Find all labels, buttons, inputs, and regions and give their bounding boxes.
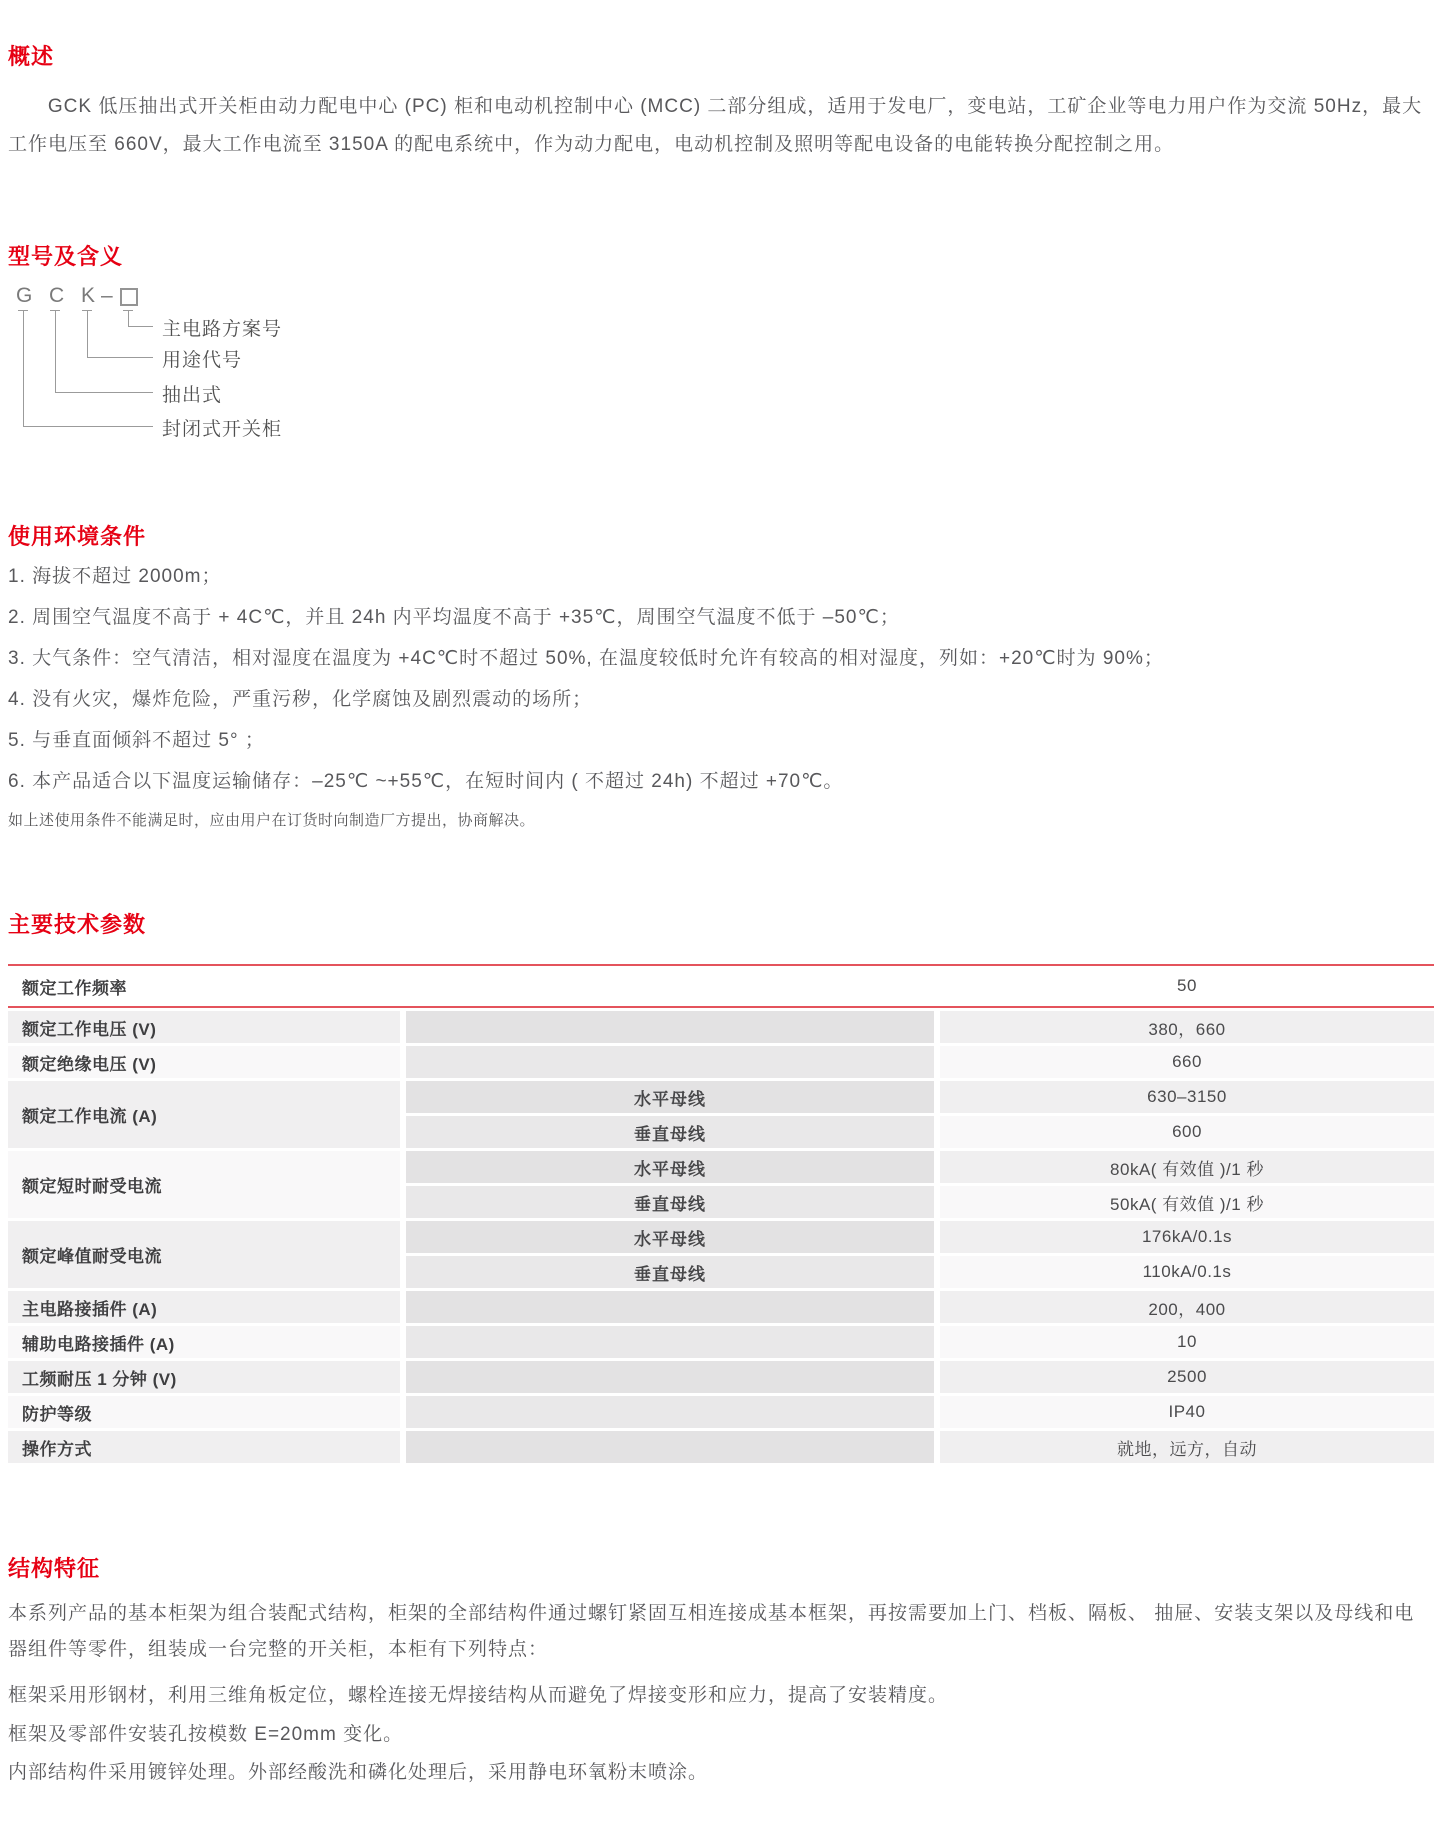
environment-item: 6. 本产品适合以下温度运输储存：–25℃ ~+55℃，在短时间内 ( 不超过 24h) 不超过 +70℃。 — [8, 771, 844, 792]
diagram-cap — [82, 310, 92, 311]
bus-type-cell: 水平母线 — [406, 1151, 934, 1183]
param-label-cell: 额定峰值耐受电流 — [8, 1221, 400, 1288]
param-label-cell: 辅助电路接插件 (A) — [8, 1326, 400, 1358]
bus-type-cell — [406, 966, 934, 1006]
param-value-cell: 200，400 — [940, 1291, 1434, 1323]
table-group — [8, 1326, 1434, 1358]
bus-type-cell: 水平母线 — [406, 1221, 934, 1253]
environment-item: 1. 海拔不超过 2000m； — [8, 566, 222, 587]
param-label-cell: 额定工作电流 (A) — [8, 1081, 400, 1148]
table-group — [8, 1221, 1434, 1288]
model-code-placeholder-box — [120, 288, 138, 306]
table-group — [8, 1081, 1434, 1148]
param-label-cell: 工频耐压 1 分钟 (V) — [8, 1361, 400, 1393]
table-group — [8, 1431, 1434, 1463]
param-value-cell: 380，660 — [940, 1011, 1434, 1043]
bus-type-cell: 垂直母线 — [406, 1116, 934, 1148]
diagram-label-scheme: 主电路方案号 — [162, 319, 283, 340]
bus-type-cell — [406, 1291, 934, 1323]
parameters-table — [8, 964, 1434, 1463]
bus-type-cell: 垂直母线 — [406, 1256, 934, 1288]
structure-paragraph: 框架采用形钢材，利用三维角板定位，螺栓连接无焊接结构从而避免了焊接变形和应力，提高了安装精度。 — [8, 1685, 949, 1706]
bus-type-cell — [406, 1046, 934, 1078]
param-value-cell: IP40 — [940, 1396, 1434, 1428]
table-group — [8, 1151, 1434, 1218]
bus-type-cell: 水平母线 — [406, 1081, 934, 1113]
param-label-cell: 额定工作电压 (V) — [8, 1011, 400, 1043]
bus-type-cell — [406, 1431, 934, 1463]
param-value-cell: 10 — [940, 1326, 1434, 1358]
environment-item: 2. 周围空气温度不高于 + 4C℃，并且 24h 内平均温度不高于 +35℃，周围空气温度不低于 –50℃； — [8, 607, 900, 628]
param-label-cell: 额定绝缘电压 (V) — [8, 1046, 400, 1078]
structure-paragraph: 内部结构件采用镀锌处理。外部经酸洗和磷化处理后，采用静电环氧粉末喷涂。 — [8, 1762, 709, 1783]
model-heading: 型号及含义 — [8, 244, 124, 269]
param-value-cell: 50kA( 有效值 )/1 秒 — [940, 1186, 1434, 1218]
table-group — [8, 1291, 1434, 1323]
overview-paragraph: GCK 低压抽出式开关柜由动力配电中心 (PC) 柜和电动机控制中心 (MCC) 二部分组成，适用于发电厂，变电站，工矿企业等电力用户作为交流 50Hz，最大工作电压至 660V，最大工作电流至 3150A 的配电系统中，作为动力配电，电动机控制及照明等配电设备的电能转换分配控制之用。 — [8, 96, 1423, 155]
param-label-cell: 操作方式 — [8, 1431, 400, 1463]
param-value-cell: 600 — [940, 1116, 1434, 1148]
structure-heading: 结构特征 — [8, 1556, 101, 1581]
param-value-cell: 630–3150 — [940, 1081, 1434, 1113]
param-label-cell: 额定短时耐受电流 — [8, 1151, 400, 1218]
parameters-heading: 主要技术参数 — [8, 912, 147, 937]
param-label-cell: 防护等级 — [8, 1396, 400, 1428]
param-value-cell: 50 — [1177, 976, 1197, 995]
bus-type-cell: 垂直母线 — [406, 1186, 934, 1218]
table-group — [8, 1361, 1434, 1393]
bus-type-cell — [406, 1326, 934, 1358]
param-value-cell: 176kA/0.1s — [940, 1221, 1434, 1253]
structure-paragraph: 本系列产品的基本柜架为组合装配式结构，柜架的全部结构件通过螺钉紧固互相连接成基本框架，再按需要加上门、档板、隔板、 抽屉、安装支架以及母线和电器组件等零件，组装成一台完整的开关柜，本柜有下列特点： — [8, 1603, 1415, 1660]
environment-item: 5. 与垂直面倾斜不超过 5° ； — [8, 730, 265, 751]
overview-heading: 概述 — [8, 44, 55, 69]
model-code-letter-k: K — [81, 284, 96, 307]
diagram-label-purpose: 用途代号 — [162, 350, 243, 371]
table-header-row — [8, 964, 1434, 1008]
param-label-cell: 额定工作频率 — [22, 978, 127, 998]
param-value-cell: 80kA( 有效值 )/1 秒 — [940, 1151, 1434, 1183]
table-group — [8, 1011, 1434, 1043]
param-value-cell: 660 — [940, 1046, 1434, 1078]
param-value-cell: 110kA/0.1s — [940, 1256, 1434, 1288]
bus-type-cell — [406, 1011, 934, 1043]
model-code-dash: – — [101, 284, 113, 307]
structure-paragraph: 框架及零部件安装孔按模数 E=20mm 变化。 — [8, 1724, 404, 1745]
environment-list — [8, 566, 1434, 830]
model-code-letter-c: C — [49, 284, 65, 307]
model-code-letter-g: G — [16, 284, 33, 307]
environment-heading: 使用环境条件 — [8, 524, 147, 549]
param-label-cell: 主电路接插件 (A) — [8, 1291, 400, 1323]
diagram-connector-enclosed — [23, 310, 153, 427]
diagram-label-drawout: 抽出式 — [162, 385, 223, 406]
model-code-diagram — [8, 284, 568, 454]
diagram-cap — [123, 310, 133, 311]
environment-note: 如上述使用条件不能满足时，应由用户在订货时向制造厂方提出，协商解决。 — [8, 812, 536, 829]
diagram-label-enclosed: 封闭式开关柜 — [162, 419, 283, 440]
environment-item: 3. 大气条件：空气清洁，相对湿度在温度为 +4C℃时不超过 50%, 在温度较低时允许有较高的相对湿度，列如：+20℃时为 90%； — [8, 648, 1164, 669]
diagram-cap — [18, 310, 28, 311]
bus-type-cell — [406, 1396, 934, 1428]
table-group — [8, 1396, 1434, 1428]
param-value-cell: 2500 — [940, 1361, 1434, 1393]
environment-item: 4. 没有火灾，爆炸危险，严重污秽，化学腐蚀及剧烈震动的场所； — [8, 689, 593, 710]
table-group — [8, 1046, 1434, 1078]
diagram-cap — [50, 310, 60, 311]
bus-type-cell — [406, 1361, 934, 1393]
param-value-cell: 就地，远方，自动 — [940, 1431, 1434, 1463]
